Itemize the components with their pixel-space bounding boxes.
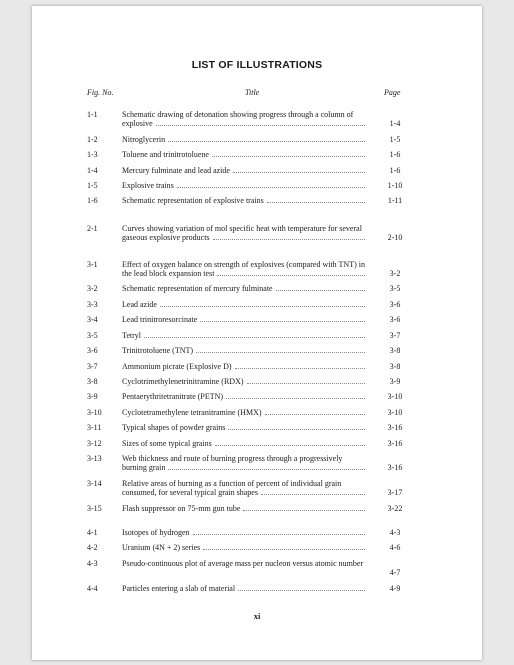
page-reference: 1-4 [389, 119, 401, 129]
figure-title: Pseudo-continuous plot of average mass per nucleon versus atomic number [122, 558, 364, 568]
page-reference: 4-9 [389, 583, 401, 593]
figure-title: Isotopes of hydrogen [122, 527, 190, 537]
figure-title: Effect of oxygen balance on strength of explosives (compared with TNT) in the lead block expansion test [122, 259, 365, 279]
dot-leader [213, 233, 365, 240]
list-item [32, 528, 482, 537]
dot-leader [261, 488, 365, 495]
list-item [32, 584, 482, 593]
page-reference: 4-7 [389, 568, 401, 578]
figure-title: Uranium (4N + 2) series [122, 543, 201, 553]
figure-number: 3-1 [87, 259, 98, 269]
figure-number: 4-3 [87, 558, 98, 568]
dot-leader [196, 346, 365, 353]
dot-leader [144, 331, 365, 338]
figure-title: Cyclotetramethylene tetranitramine (HMX) [122, 407, 262, 417]
list-item [32, 196, 482, 205]
illustrations-list [32, 110, 482, 593]
page-reference: 1-6 [389, 165, 401, 175]
page-reference: 3-8 [389, 361, 401, 371]
page-reference: 3-10 [387, 407, 403, 417]
figure-number: 3-5 [87, 330, 98, 340]
figure-title: Particles entering a slab of material [122, 583, 236, 593]
figure-number: 1-2 [87, 134, 98, 144]
figure-title: Flash suppressor on 75-mm gun tube [122, 503, 241, 513]
figure-number: 3-14 [87, 478, 102, 488]
page-reference: 3-8 [389, 346, 401, 356]
page-reference: 3-7 [389, 330, 401, 340]
dot-leader [203, 543, 365, 550]
dot-leader [267, 196, 365, 203]
figure-title: Schematic drawing of detonation showing progress through a column of explosive [122, 110, 354, 129]
figure-number: 3-12 [87, 438, 102, 448]
dot-leader [200, 315, 365, 322]
figure-title: Typical shapes of powder grains [122, 423, 226, 433]
figure-title: Schematic representation of explosive trains [122, 196, 264, 206]
figure-number: 3-3 [87, 299, 98, 309]
figure-number: 2-1 [87, 223, 98, 233]
figure-number: 3-13 [87, 453, 102, 463]
dot-leader [265, 408, 365, 415]
dot-leader [215, 439, 365, 446]
figure-title: Explosive trains [122, 181, 174, 191]
figure-number: 4-4 [87, 583, 98, 593]
dot-leader [238, 584, 365, 591]
figure-number: 3-11 [87, 423, 102, 433]
page-reference: 3-16 [387, 423, 403, 433]
document-page [32, 6, 482, 660]
list-item [32, 135, 482, 144]
figure-number: 3-6 [87, 346, 98, 356]
figure-title: Ammonium picrate (Explosive D) [122, 361, 232, 371]
list-item [32, 423, 482, 432]
figure-number: 3-7 [87, 361, 98, 371]
figure-title: Schematic representation of mercury fulminate [122, 284, 273, 294]
list-item [32, 543, 482, 552]
list-item [32, 377, 482, 386]
page-reference: 3-22 [387, 503, 403, 513]
page-reference: 3-17 [387, 488, 403, 498]
list-item [32, 166, 482, 175]
figure-number: 3-4 [87, 315, 98, 325]
figure-title: Pentaerythritetranitrate (PETN) [122, 392, 224, 402]
page-reference: 3-6 [389, 315, 401, 325]
list-item [32, 454, 482, 473]
dot-leader [193, 528, 365, 535]
figure-title: Toluene and trinitrotoluene [122, 150, 209, 160]
figure-title: Nitroglycerin [122, 134, 166, 144]
figure-title: Sizes of some typical grains [122, 438, 212, 448]
page-reference: 1-11 [387, 196, 403, 206]
page-reference: 3-5 [389, 284, 401, 294]
list-item [32, 300, 482, 309]
page-reference: 3-9 [389, 376, 401, 386]
dot-leader [160, 300, 365, 307]
list-item [32, 315, 482, 324]
page-reference: 3-16 [387, 438, 403, 448]
figure-number: 3-15 [87, 503, 102, 513]
page-reference: 2-10 [387, 233, 403, 243]
column-header-title: Title [245, 88, 260, 97]
list-item [32, 181, 482, 190]
dot-leader [156, 119, 365, 126]
figure-title: Trinitrotoluene (TNT) [122, 346, 194, 356]
list-item [32, 392, 482, 401]
list-item [32, 439, 482, 448]
figure-title: Relative areas of burning as a function of percent of individual grain consumed, for several typical grain shapes [122, 478, 342, 498]
figure-title: Tetryl [122, 330, 141, 340]
dot-leader [276, 284, 365, 291]
list-item [32, 479, 482, 498]
page-number: xi [253, 611, 261, 621]
column-header-fig-no: Fig. No. [87, 88, 114, 97]
figure-title: Lead trinitroresorcinate [122, 315, 198, 325]
page-reference: 3-2 [389, 269, 401, 279]
dot-leader [243, 504, 365, 511]
list-item [32, 260, 482, 279]
list-item [32, 150, 482, 159]
page-reference: 3-16 [387, 463, 403, 473]
column-header-page: Page [384, 88, 401, 97]
page-title: LIST OF ILLUSTRATIONS [191, 59, 323, 71]
figure-number: 1-4 [87, 165, 98, 175]
page-reference: 4-3 [389, 527, 401, 537]
figure-number: 3-2 [87, 284, 98, 294]
page-reference: 1-10 [387, 181, 403, 191]
dot-leader [168, 135, 365, 142]
dot-leader [168, 463, 365, 470]
figure-number: 1-5 [87, 181, 98, 191]
figure-title: Web thickness and route of burning progress through a progressively burning grain [122, 453, 343, 473]
dot-leader [177, 181, 365, 188]
figure-number: 3-10 [87, 407, 102, 417]
page-reference: 3-10 [387, 392, 403, 402]
figure-number: 4-1 [87, 527, 98, 537]
dot-leader [226, 392, 365, 399]
dot-leader [247, 377, 365, 384]
list-item [32, 331, 482, 340]
dot-leader [233, 166, 365, 173]
page-reference: 1-6 [389, 150, 401, 160]
figure-number: 1-1 [87, 110, 98, 119]
figure-title: Lead azide [122, 299, 157, 309]
figure-title: Cyclotrimethylenetrinitramine (RDX) [122, 376, 244, 386]
figure-number: 1-3 [87, 150, 98, 160]
figure-number: 1-6 [87, 196, 98, 206]
page-reference: 4-6 [389, 543, 401, 553]
dot-leader [235, 362, 365, 369]
dot-leader [228, 423, 365, 430]
dot-leader [212, 150, 365, 157]
list-item [32, 110, 482, 129]
figure-title: Curves showing variation of mol specific heat with temperature for several gaseous explosive products [122, 223, 362, 243]
list-item [32, 284, 482, 293]
list-item [32, 504, 482, 513]
page-reference: 3-6 [389, 299, 401, 309]
list-item [32, 559, 482, 578]
list-item [32, 362, 482, 371]
figure-title: Mercury fulminate and lead azide [122, 165, 230, 175]
figure-number: 4-2 [87, 543, 98, 553]
list-item [32, 346, 482, 355]
figure-number: 3-8 [87, 376, 98, 386]
list-item [32, 408, 482, 417]
list-item [32, 224, 482, 243]
dot-leader [217, 269, 365, 276]
page-reference: 1-5 [389, 134, 401, 144]
figure-number: 3-9 [87, 392, 98, 402]
